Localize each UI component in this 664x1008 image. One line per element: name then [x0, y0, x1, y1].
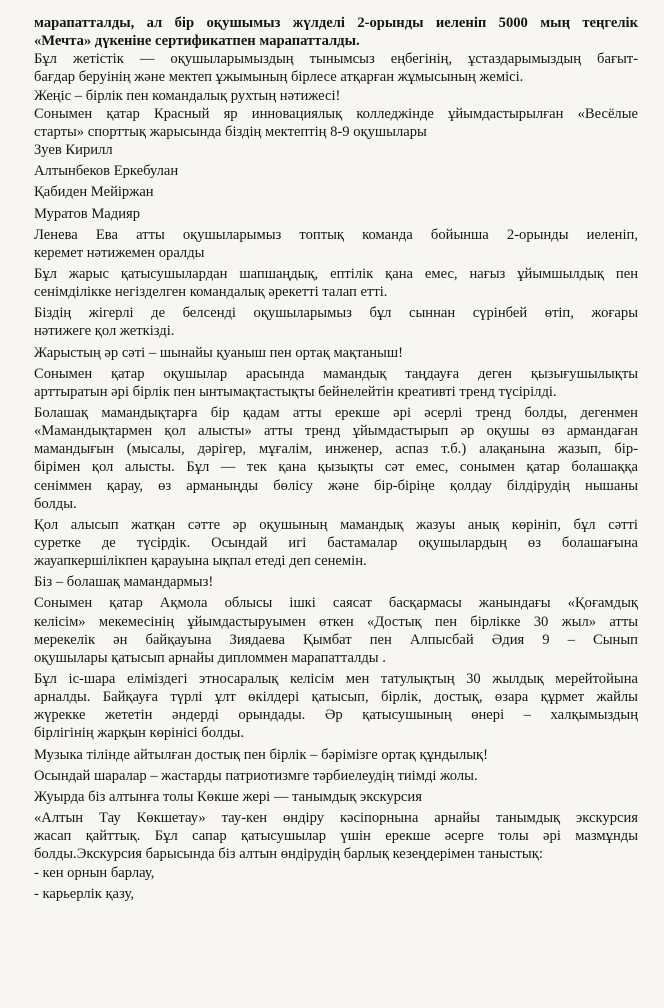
- text-line: арналды. Байқауға түрлі ұлт өкілдері қатысып, бірлік, достық, өзара құрмет жайлы: [34, 689, 638, 706]
- text-line: старты» спорттық жарысында біздің мектептің 8-9 оқушылары: [34, 123, 427, 140]
- text-line: оқушылары қатысып арнайы дипломмен марапатталды .: [34, 649, 386, 666]
- text-line: Біз – болашақ мамандармыз!: [34, 574, 214, 591]
- text-line: бірлігінің жарқын көрінісі болды.: [34, 725, 244, 742]
- text-line: Алтынбеков Еркебулан: [34, 163, 179, 180]
- text-line: болды.: [34, 495, 77, 512]
- text-line: Бұл жетістік — оқушыларымыздың тынымсыз еңбегінің, ұстаздарымыздың бағыт-: [34, 51, 638, 68]
- text-line: Біздің жігерлі де белсенді оқушыларымыз бұл сыннан сүрінбей өтіп, жоғары: [34, 305, 638, 322]
- text-line: Жеңіс – бірлік пен командалық рухтың нәтижесі!: [34, 87, 341, 104]
- text-line: Бұл жарыс қатысушылардан шапшаңдық, ептілік қана емес, нағыз ұйымшылдық пен: [34, 265, 638, 282]
- text-line: суретке де түсірдік. Осындай игі бастамалар оқушылардың өз болашағына: [34, 535, 638, 552]
- text-line: Музыка тілінде айтылған достық пен бірлік – бәрімізге ортақ құндылық!: [34, 746, 488, 763]
- text-line: Ленева Ева атты оқушыларымыз топтық команда бойынша 2-орынды иеленіп,: [34, 226, 638, 243]
- text-line: жасап қайттық. Бұл сапар қатысушылар үшін ерекше әсерге толы әрі мазмұнды: [34, 828, 638, 845]
- text-line: керемет нәтижемен оралды: [34, 244, 205, 261]
- text-line: жүрекке жететін әндерді орындады. Әр қатысушының өнері – халқымыздың: [34, 707, 638, 724]
- text-line: Сонымен қатар Красный яр инновациялық колледжінде ұйымдастырылған «Весёлые: [34, 105, 638, 122]
- text-line: «Алтын Тау Көкшетау» тау-кен өндіру кәсіпорнына арнайы танымдық экскурсия: [34, 810, 638, 827]
- text-line: «Мамандықтармен қол алысты» атты тренд ұйымдастырып әр оқушы өз армандаған: [34, 423, 638, 440]
- text-line: болды.Экскурсия барысында біз алтын өндірудің барлық кезеңдерімен таныстық:: [34, 846, 543, 863]
- text-line: Жарыстың әр сәті – шынайы қуаныш пен ортақ мақтаныш!: [34, 344, 403, 361]
- text-line: Қабиден Мейіржан: [34, 184, 154, 201]
- text-line: нәтижеге қол жеткізді.: [34, 323, 175, 340]
- text-line: - карьерлік қазу,: [34, 885, 134, 902]
- text-line: бірімен қол алысты. Бұл — тек қана қызықты сәт емес, сонымен қатар болашаққа: [34, 459, 638, 476]
- text-line: Бұл іс-шара еліміздегі этносаралық келісім мен татулықтың 30 жылдық мерейтойына: [34, 671, 638, 688]
- text-line: - кен орнын барлау,: [34, 864, 155, 881]
- text-line: Сонымен қатар оқушылар арасында мамандық таңдауға деген қызығушылықты: [34, 365, 638, 382]
- text-line: мерекелік ән байқауына Зиядаева Қымбат пен Алпысбай Әдия 9 – Сынып: [34, 631, 638, 648]
- text-line: марапатталды, ал бір оқушымыз жүлделі 2-орынды иеленіп 5000 мың теңгелік: [34, 15, 638, 31]
- text-line: сеніммен қарау, өз арманыңды бөлісу және бір-біріңе қолдау білдірудің нышаны: [34, 477, 638, 494]
- text-line: келісім» мекемесінің ұйымдастыруымен өткен «Достық пен бірлікке 30 жыл» атты: [34, 613, 638, 630]
- text-line: бағдар беруінің және мектеп ұжымының бірлесе атқарған жұмысының жемісі.: [34, 69, 524, 86]
- text-line: Қол алысып жатқан сәтте әр оқушының мамандық жазуы анық көрініп, бұл сәтті: [34, 516, 638, 533]
- text-line: мамандығын (мысалы, дәрігер, мұғалім, инженер, аспаз т.б.) алақанына жазып, бір-: [34, 441, 638, 458]
- document-body: [34, 14, 638, 903]
- text-line: Осындай шаралар – жастарды патриотизмге тәрбиелеудің тиімді жолы.: [34, 767, 478, 784]
- text-line: «Мечта» дүкеніне сертификатпен марапатталды.: [34, 33, 360, 50]
- text-line: Болашақ мамандықтарға бір қадам атты ерекше әрі әсерлі тренд болды, дегенмен: [34, 405, 638, 422]
- text-line: жауапкершілікпен қарауына ықпал етеді деп сенемін.: [34, 553, 367, 570]
- text-line: Муратов Мадияр: [34, 205, 141, 222]
- text-line: сенімділікке негізделген командалық әрекетті талап етті.: [34, 284, 388, 301]
- text-line: арттыратын әрі бірлік пен ынтымақтастықты бейнелейтін креативті тренд түсірілді.: [34, 383, 557, 400]
- text-line: Сонымен қатар Ақмола облысы ішкі саясат басқармасы жанындағы «Қоғамдық: [34, 595, 638, 612]
- text-line: Зуев Кирилл: [34, 142, 113, 159]
- text-line: Жуырда біз алтынға толы Көкше жері — танымдық экскурсия: [34, 788, 422, 805]
